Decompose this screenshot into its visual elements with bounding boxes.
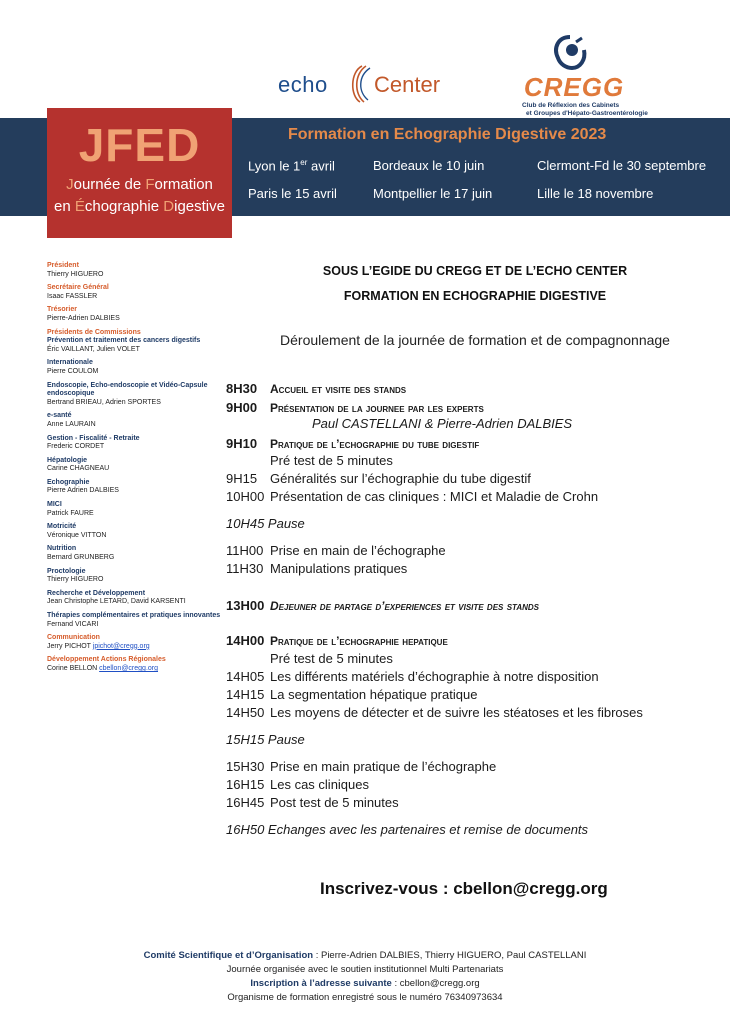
sidebar-person: Éric VAILLANT, Julien VOLET — [47, 345, 140, 353]
schedule-row — [226, 471, 531, 486]
schedule-time: 9H00 — [226, 400, 258, 415]
sidebar-person: Patrick FAURE — [47, 509, 94, 517]
commission-title: Proctologie — [47, 567, 86, 575]
sidebar-person: Carine CHAGNEAU — [47, 465, 110, 473]
schedule-row — [226, 561, 407, 576]
schedule-activity: Dejeuner de partage d’experiences et visite des stands — [270, 599, 540, 613]
schedule-row — [270, 453, 393, 468]
sidebar-person: Jerry PICHOT jpichot@cregg.org — [47, 642, 150, 650]
schedule-activity: Généralités sur l’échographie du tube digestif — [270, 471, 531, 486]
schedule-row — [226, 400, 484, 415]
sidebar-role: Présidents de Commissions — [47, 328, 141, 336]
echo-logo-text: echo — [278, 72, 328, 97]
schedule-time: 16H15 — [226, 777, 265, 792]
schedule-activity: Prise en main pratique de l’échographe — [270, 759, 497, 774]
sidebar-person: Bertrand BRIEAU, Adrien SPORTES — [47, 398, 161, 406]
sidebar-group — [47, 329, 222, 630]
schedule-time: 13H00 — [226, 598, 265, 613]
sidebar-person: Jean Christophe LETARD, David KARSENTI — [47, 598, 186, 606]
schedule-activity: Paul CASTELLANI & Pierre-Adrien DALBIES — [312, 416, 573, 431]
schedule-row — [312, 416, 572, 431]
commission-title: Endoscopie, Echo-endoscopie et Vidéo-Capsule endoscopique — [47, 381, 208, 398]
sidebar-group — [47, 634, 222, 651]
schedule-time: 14H05 — [226, 669, 265, 684]
sidebar-role: Secrétaire Général — [47, 284, 109, 292]
echo-center-logo — [278, 62, 453, 106]
swirl-icon — [344, 62, 374, 106]
cregg-name: CREGG — [523, 72, 625, 102]
footer-line: Journée organisée avec le soutien institutionnel Multi Partenariats — [226, 964, 504, 975]
schedule-row — [270, 651, 393, 666]
commission-title: Thérapies complémentaires et pratiques innovantes — [47, 612, 221, 619]
city-date: Paris le 15 avril — [248, 186, 337, 201]
page-subheading: FORMATION EN ECHOGRAPHIE DIGESTIVE — [343, 289, 607, 303]
committee-sidebar — [47, 262, 222, 679]
schedule-activity: Pratique de l’echographie du tube digestif — [270, 437, 480, 451]
footer-line: Inscription à l’adresse suivante : cbellon@cregg.org — [250, 978, 480, 989]
city-date: Montpellier le 17 juin — [373, 186, 493, 201]
jfed-title: JFED — [78, 119, 201, 171]
program-intro: Déroulement de la journée de formation et de compagnonnage — [280, 332, 670, 348]
jfed-subtitle-line2: en Échographie Digestive — [54, 198, 225, 215]
sidebar-person: Bernard GRUNBERG — [47, 554, 115, 562]
schedule-row — [226, 633, 448, 648]
email-link[interactable]: jpichot@cregg.org — [92, 642, 150, 650]
schedule-activity: Présentation de la journee par les experts — [270, 401, 484, 415]
commission-title: Recherche et Développement — [47, 589, 146, 597]
schedule-row — [226, 516, 305, 531]
schedule-time: 11H00 — [226, 543, 264, 558]
sidebar-role: Communication — [47, 634, 100, 642]
sidebar-role: Développement Actions Régionales — [47, 656, 166, 664]
schedule-row — [226, 732, 305, 747]
schedule-activity: 15H15 Pause — [226, 732, 305, 747]
schedule-time: 14H50 — [226, 705, 265, 720]
cregg-head-icon — [550, 34, 590, 74]
sidebar-group — [47, 262, 222, 279]
schedule-time: 8H30 — [226, 381, 258, 396]
commission-title: Internationale — [47, 359, 93, 367]
schedule-activity: Pré test de 5 minutes — [270, 453, 393, 468]
schedule-activity: Accueil et visite des stands — [270, 382, 407, 396]
schedule-activity: Post test de 5 minutes — [270, 795, 399, 810]
sidebar-person: Thierry HIGUERO — [47, 270, 104, 278]
schedule-activity: Prise en main de l’échographe — [270, 543, 446, 558]
sidebar-group — [47, 284, 222, 301]
schedule-row — [226, 489, 598, 504]
sidebar-person: Fernand VICARI — [47, 620, 99, 628]
sidebar-role: Trésorier — [47, 306, 77, 314]
schedule-row — [226, 822, 588, 837]
schedule-activity: La segmentation hépatique pratique — [270, 687, 478, 702]
schedule-time: 11H30 — [226, 561, 264, 576]
sidebar-person: Pierre-Adrien DALBIES — [47, 314, 120, 322]
commission-title: MICI — [47, 501, 62, 509]
schedule-row — [226, 598, 539, 613]
schedule-time: 15H30 — [226, 759, 265, 774]
commission-title: Gestion - Fiscalité - Retraite — [47, 434, 140, 442]
commission-title: Hépatologie — [47, 456, 88, 464]
jfed-block — [47, 108, 232, 238]
schedule-time: 10H00 — [226, 489, 265, 504]
schedule-time: 9H10 — [226, 436, 258, 451]
schedule-activity: Manipulations pratiques — [270, 561, 408, 576]
sidebar-person: Pierre COULOM — [47, 367, 99, 375]
sidebar-person: Véronique VITTON — [47, 531, 107, 539]
schedule-row — [226, 669, 599, 684]
schedule-activity: Pré test de 5 minutes — [270, 651, 393, 666]
schedule-activity: Les moyens de détecter et de suivre les stéatoses et les fibroses — [270, 705, 643, 720]
email-link[interactable]: cbellon@cregg.org — [99, 664, 159, 672]
schedule-activity: 10H45 Pause — [226, 516, 305, 531]
cregg-subtitle-2: et Groupes d'Hépato-Gastroentérologie — [526, 110, 648, 117]
sidebar-person: Frederic CORDET — [47, 443, 105, 451]
footer-line: Comité Scientifique et d’Organisation : Pierre-Adrien DALBIES, Thierry HIGUERO, Paul CASTELLANI — [143, 950, 587, 961]
sidebar-role: Président — [47, 262, 79, 269]
sidebar-person: Corine BELLON cbellon@cregg.org — [47, 664, 159, 672]
footer-line: Organisme de formation enregistré sous le numéro 76340973634 — [227, 992, 503, 1003]
schedule-activity: Présentation de cas cliniques : MICI et Maladie de Crohn — [270, 489, 599, 504]
page-heading: SOUS L’EGIDE DU CREGG ET DE L’ECHO CENTER — [322, 264, 628, 278]
cregg-subtitle-1: Club de Réflexion des Cabinets — [522, 102, 620, 109]
sidebar-person: Pierre Adrien DALBIES — [47, 487, 119, 495]
schedule-time: 9H15 — [226, 471, 258, 486]
commission-title: Prévention et traitement des cancers digestifs — [47, 337, 201, 345]
city-date: Lyon le 1er avril — [248, 158, 335, 174]
schedule-time: 14H00 — [226, 633, 265, 648]
registration-call: Inscrivez-vous : cbellon@cregg.org — [320, 879, 608, 898]
schedule-row — [226, 687, 477, 702]
schedule-row — [226, 436, 479, 451]
schedule-time: 14H15 — [226, 687, 265, 702]
commission-title: Nutrition — [47, 545, 77, 553]
commission-title: e-santé — [47, 412, 72, 420]
schedule-activity: Les différents matériels d’échographie à notre disposition — [270, 669, 599, 684]
schedule-row — [226, 795, 399, 810]
sidebar-person: Thierry HIGUERO — [47, 576, 104, 584]
city-date: Lille le 18 novembre — [537, 186, 654, 201]
schedule-activity: Les cas cliniques — [270, 777, 369, 792]
center-logo-text: Center — [374, 72, 441, 97]
schedule-row — [226, 705, 643, 720]
commission-title: Motricité — [47, 523, 77, 531]
sidebar-person: Anne LAURAIN — [47, 420, 96, 428]
sidebar-group — [47, 306, 222, 323]
schedule-row — [226, 777, 369, 792]
sidebar-group — [47, 656, 222, 673]
schedule-row — [226, 543, 446, 558]
schedule-activity: Pratique de l’echographie hepatique — [270, 634, 448, 648]
sidebar-person: Isaac FASSLER — [47, 292, 98, 300]
schedule-row — [226, 381, 406, 396]
city-date: Clermont-Fd le 30 septembre — [537, 158, 707, 173]
schedule-row — [226, 759, 496, 774]
formation-title: Formation en Echographie Digestive 2023 — [288, 126, 607, 143]
jfed-subtitle-line1: Journée de Formation — [66, 176, 213, 193]
schedule-time: 16H45 — [226, 795, 265, 810]
schedule-activity: 16H50 Echanges avec les partenaires et remise de documents — [226, 822, 589, 837]
commission-title: Echographie — [47, 478, 90, 486]
city-date: Bordeaux le 10 juin — [373, 158, 485, 173]
cregg-logo — [508, 34, 648, 118]
